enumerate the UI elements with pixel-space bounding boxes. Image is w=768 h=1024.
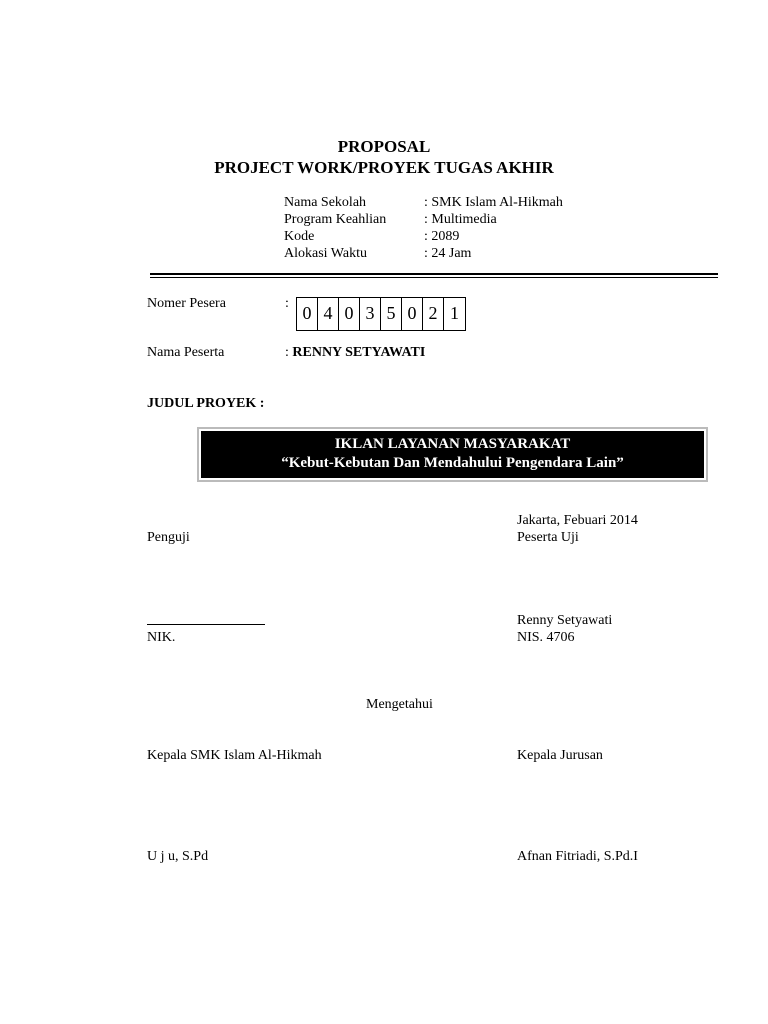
head-school-label: Kepala SMK Islam Al-Hikmah: [147, 748, 322, 763]
acknowledged-label: Mengetahui: [366, 697, 433, 712]
participant-name-row: [285, 345, 425, 361]
digit-box: 3: [360, 298, 381, 330]
divider-thick: [150, 273, 718, 275]
digit-box: 2: [423, 298, 444, 330]
digit-box: 0: [402, 298, 423, 330]
time-allocation-value: : 24 Jam: [424, 246, 472, 261]
project-title-line1: IKLAN LAYANAN MASYARAKAT: [334, 436, 571, 452]
participant-sign-label: Peserta Uji: [517, 530, 579, 545]
code-label: Kode: [284, 229, 315, 244]
digit-box: 0: [297, 298, 318, 330]
school-name-label: Nama Sekolah: [284, 195, 367, 210]
participant-number-label: Nomer Pesera: [147, 296, 226, 311]
document-subtitle: PROJECT WORK/PROYEK TUGAS AKHIR: [214, 158, 554, 177]
participant-number-boxes: [296, 297, 466, 331]
digit-box: 5: [381, 298, 402, 330]
participant-name-label: Nama Peserta: [147, 345, 225, 360]
participant-number-colon: :: [285, 296, 289, 311]
project-heading: JUDUL PROYEK :: [147, 396, 265, 411]
document-title: PROPOSAL: [337, 137, 431, 156]
head-dept-name: Afnan Fitriadi, S.Pd.I: [517, 849, 638, 864]
digit-box: 4: [318, 298, 339, 330]
participant-sign-name: Renny Setyawati: [517, 613, 613, 628]
program-label: Program Keahlian: [284, 212, 387, 227]
divider-thin: [150, 277, 718, 278]
participant-name-value: RENNY SETYAWATI: [292, 345, 426, 360]
head-dept-label: Kepala Jurusan: [517, 748, 603, 763]
digit-box: 0: [339, 298, 360, 330]
examiner-signature-line: [147, 624, 265, 625]
school-name-value: : SMK Islam Al-Hikmah: [424, 195, 563, 210]
participant-id: NIS. 4706: [517, 630, 575, 645]
place-date: Jakarta, Febuari 2014: [517, 513, 638, 528]
code-value: : 2089: [424, 229, 460, 244]
project-title-box: [197, 427, 708, 482]
head-school-name: U j u, S.Pd: [147, 849, 209, 864]
digit-box: 1: [450, 303, 459, 323]
participant-name-colon: :: [285, 345, 293, 360]
examiner-label: Penguji: [147, 530, 190, 545]
time-allocation-label: Alokasi Waktu: [284, 246, 367, 261]
project-title-line2: “Kebut-Kebutan Dan Mendahului Pengendara Lain”: [281, 455, 624, 471]
examiner-id: NIK.: [147, 630, 176, 645]
program-value: : Multimedia: [424, 212, 497, 227]
project-title-banner: [201, 431, 704, 478]
